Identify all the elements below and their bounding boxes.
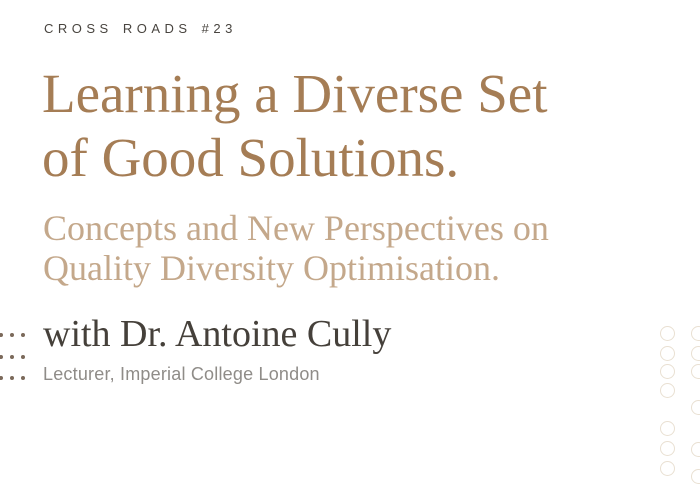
dot (10, 333, 14, 337)
dot (0, 333, 3, 337)
dot (21, 376, 25, 380)
speaker-name: with Dr. Antoine Cully (43, 313, 392, 355)
ring (691, 364, 700, 379)
talk-title-line-2: of Good Solutions. (42, 127, 460, 188)
talk-title (42, 62, 548, 190)
talk-subtitle-line-1: Concepts and New Perspectives on (43, 208, 549, 248)
ring (660, 326, 675, 341)
ring (691, 400, 700, 415)
dot (0, 355, 3, 359)
dot (0, 376, 3, 380)
talk-title-line-1: Learning a Diverse Set (42, 63, 548, 124)
ring (660, 364, 675, 379)
ring (660, 421, 675, 436)
ring (691, 326, 700, 341)
dot (21, 355, 25, 359)
speaker-role: Lecturer, Imperial College London (43, 364, 320, 384)
ring (660, 346, 675, 361)
dot (21, 333, 25, 337)
talk-subtitle-line-2: Quality Diversity Optimisation. (43, 248, 500, 288)
dot (10, 376, 14, 380)
ring (691, 469, 700, 484)
ring (660, 461, 675, 476)
ring (691, 346, 700, 361)
talk-subtitle (43, 208, 549, 288)
dot (10, 355, 14, 359)
ring (660, 383, 675, 398)
ring (660, 441, 675, 456)
ring (691, 442, 700, 457)
series-label: CROSS ROADS #23 (44, 21, 237, 36)
